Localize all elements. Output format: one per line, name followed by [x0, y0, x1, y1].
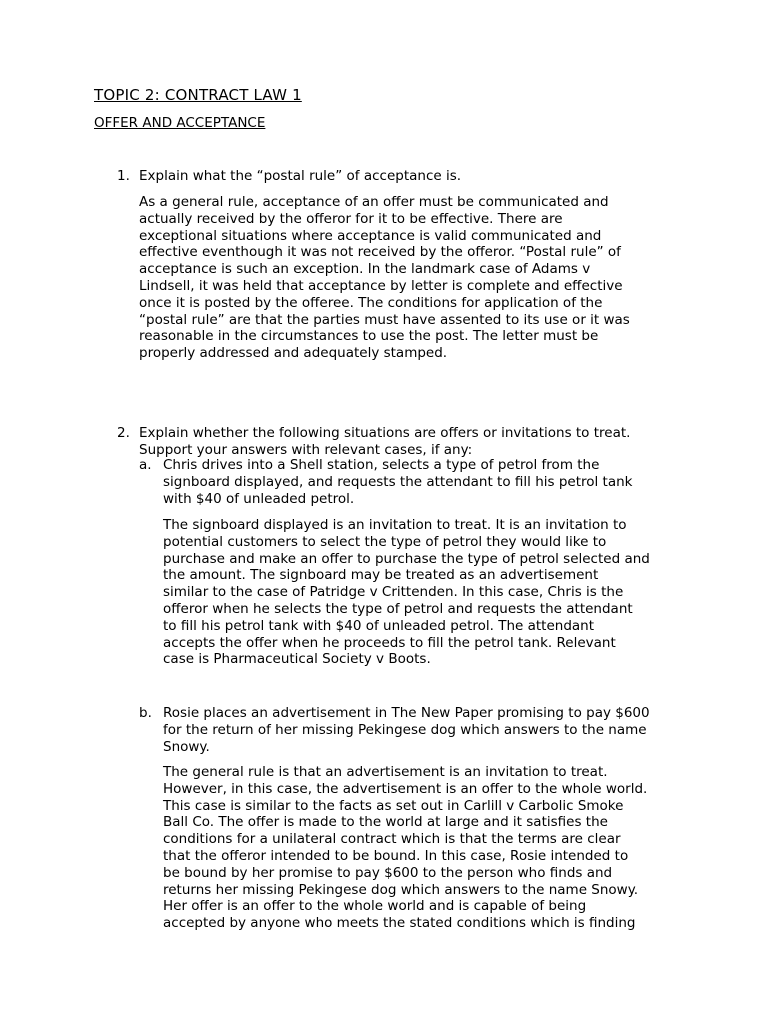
question-2b-letter: b. — [139, 705, 152, 721]
question-1-answer: As a general rule, acceptance of an offer must be communicated and actually received by the offeror for it to be effective. There are exceptional situations where acceptance is valid communicated and effective eventhough it was not received by the offeror. “Postal rule” of acceptance is such an exception. In the landmark case of Adams v Lindsell, it was held that acceptance by letter is complete and effective once it is posted by the offeree. The conditions for application of the “postal rule” are that the parties must have assented to its use or it was reasonable in the circumstances to use the post. The letter must be properly addressed and adequately stamped. — [139, 194, 630, 362]
question-1-number: 1. — [117, 168, 130, 184]
question-2a-answer: The signboard displayed is an invitation to treat. It is an invitation to potential customers to select the type of petrol they would like to purchase and make an offer to purchase the type of petrol selected and the amount. The signboard may be treated as an advertisement similar to the case of Patridge v Crittenden. In this case, Chris is the offeror when he selects the type of petrol and requests the attendant to fill his petrol tank with $40 of unleaded petrol. The attendant accepts the offer when he proceeds to fill the petrol tank. Relevant case is Pharmaceutical Society v Boots. — [163, 517, 650, 668]
question-2a-letter: a. — [139, 457, 152, 473]
question-2-number: 2. — [117, 425, 130, 441]
question-1-text: Explain what the “postal rule” of acceptance is. — [139, 168, 462, 184]
question-2a-scenario: Chris drives into a Shell station, selects a type of petrol from the signboard displayed, and requests the attendant to fill his petrol tank with $40 of unleaded petrol. — [163, 457, 633, 507]
document-subtitle: OFFER AND ACCEPTANCE — [94, 115, 266, 131]
question-2b-scenario: Rosie places an advertisement in The New Paper promising to pay $600 for the return of her missing Pekingese dog which answers to the name Snowy. — [163, 705, 650, 755]
document-title: TOPIC 2: CONTRACT LAW 1 — [94, 86, 302, 104]
question-2b-answer: The general rule is that an advertisement is an invitation to treat. However, in this case, the advertisement is an offer to the whole world. This case is similar to the facts as set out in Carlill v Carbolic Smoke Ball Co. The offer is made to the world at large and it satisfies the conditions for a unilateral contract which is that the terms are clear that the offeror intended to be bound. In this case, Rosie intended to be bound by her promise to pay $600 to the person who finds and returns her missing Pekingese dog which answers to the name Snowy. Her offer is an offer to the whole world and is capable of being accepted by anyone who meets the stated conditions which is finding — [163, 764, 648, 932]
question-2-text: Explain whether the following situations are offers or invitations to treat. Support your answers with relevant cases, if any: — [139, 425, 631, 458]
